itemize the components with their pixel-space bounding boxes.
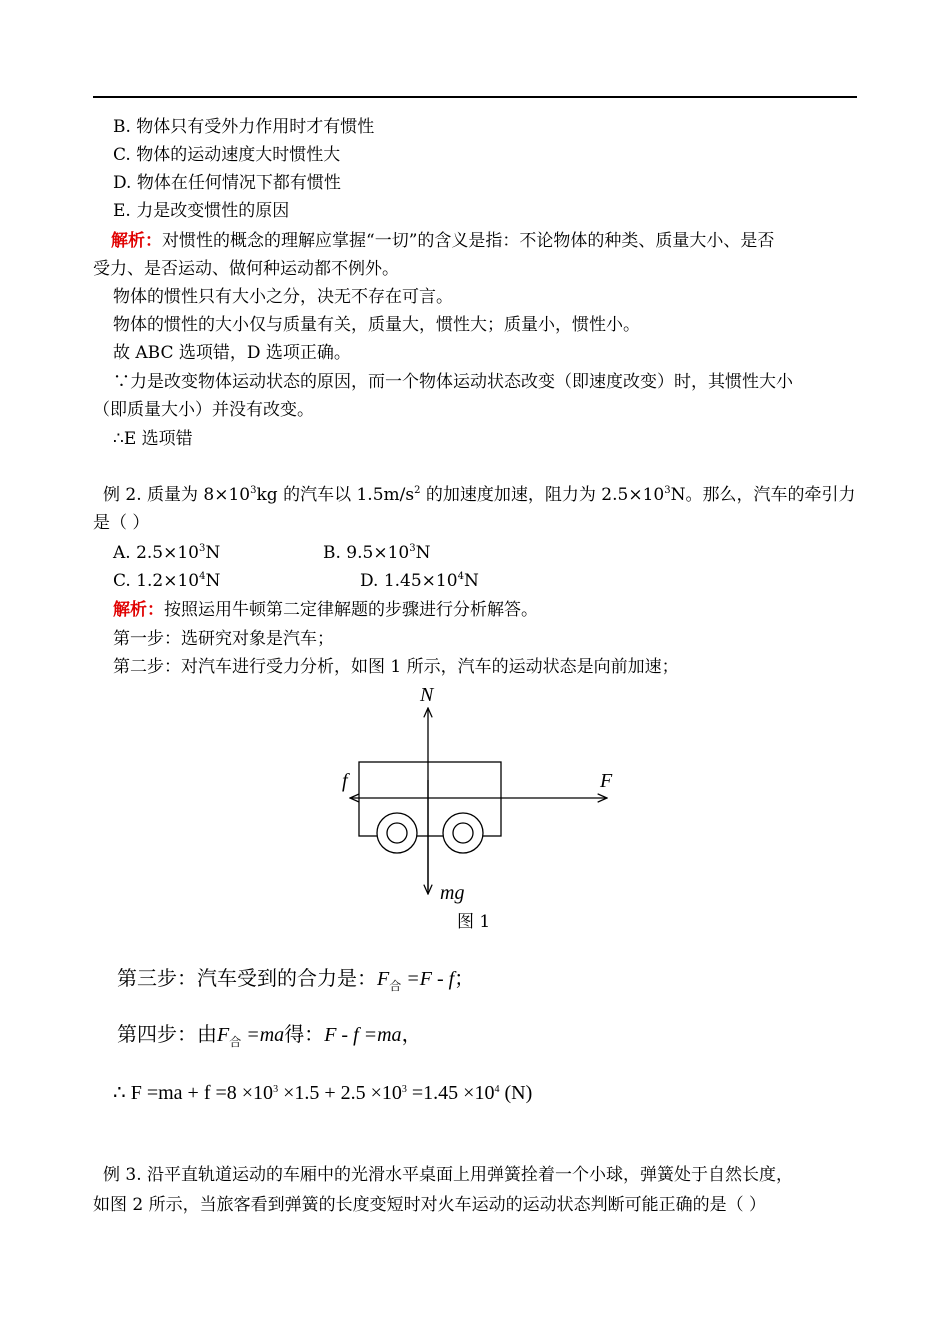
analysis1-p5b: （即质量大小）并没有改变。 <box>93 400 314 420</box>
example2-option-c: C. $1.2\times 10^4N$ <box>113 571 221 591</box>
option-c: C. 物体的运动速度大时惯性大 <box>113 145 341 165</box>
label-n: N <box>420 684 434 706</box>
figure-caption: 图 1 <box>457 912 491 930</box>
example2-step2: 第二步：对汽车进行受力分析，如图 1 所示，汽车的运动状态是向前加速； <box>113 657 679 677</box>
example3-line2: 如图 2 所示，当旅客看到弹簧的长度变短时对火车运动的运动状态判断可能正确的是（ ） <box>93 1195 767 1215</box>
example2-step1: 第一步：选研究对象是汽车； <box>113 629 334 649</box>
example2-question-line2: 是（ ） <box>93 513 150 533</box>
analysis-label: 解析： <box>113 600 164 620</box>
header-rule <box>93 96 857 98</box>
example2-question-line1: 例 2. 质量为 $8\times 10^3kg$ 的汽车以 $1.5m/s^2$ 的加速度加速，阻力为 $2.5\times 10^3N$。那么，汽车的牵引力 <box>103 485 856 505</box>
label-mg: mg <box>440 882 465 904</box>
label-big-f: F <box>600 770 613 792</box>
analysis1-line1 <box>111 230 774 252</box>
right-wheel <box>443 813 483 853</box>
example2-calculation: ∴ $F =ma + f =8 \times 10^3 \times 1.5 + 2.5 \times 10^3 =1.45 \times 10^4$ (N) <box>113 1082 533 1104</box>
example2-option-b: B. $9.5\times 10^3N$ <box>323 543 431 563</box>
analysis1-p6: ∴E 选项错 <box>113 429 193 449</box>
analysis1-p5a: ∵力是改变物体运动状态的原因，而一个物体运动状态改变（即速度改变）时，其惯性大小 <box>113 372 793 392</box>
analysis1-p3: 物体的惯性的大小仅与质量有关，质量大，惯性大；质量小，惯性小。 <box>113 315 640 335</box>
example2-option-d: D. $1.45\times 10^4N$ <box>360 571 479 591</box>
example3-line1: 例 3. 沿平直轨道运动的车厢中的光滑水平桌面上用弹簧拴着一个小球，弹簧处于自然长度， <box>103 1165 794 1185</box>
option-e: E. 力是改变惯性的原因 <box>113 201 290 221</box>
example2-step4: 第四步：由$F_合 =ma$得：F - f =ma， <box>117 1024 422 1049</box>
analysis1-p2: 物体的惯性只有大小之分，决无不存在可言。 <box>113 287 453 307</box>
analysis1-text1: 对惯性的概念的理解应掌握“一切”的含义是指：不论物体的种类、质量大小、是否 <box>162 231 775 251</box>
label-f: f <box>342 770 348 792</box>
left-wheel <box>377 813 417 853</box>
analysis-label: 解析： <box>111 231 162 251</box>
example2-option-a: A. $2.5\times 10^3N$ <box>113 543 221 563</box>
option-b: B. 物体只有受外力作用时才有惯性 <box>113 117 375 137</box>
example2-analysis: 解析：按照运用牛顿第二定律解题的步骤进行分析解答。 <box>113 600 538 620</box>
analysis1-line2: 受力、是否运动、做何种运动都不例外。 <box>93 259 399 279</box>
example2-step3: 第三步：汽车受到的合力是：$F_合 =F - f$； <box>117 968 475 993</box>
force-diagram-figure <box>330 680 630 930</box>
option-d: D. 物体在任何情况下都有惯性 <box>113 173 341 193</box>
analysis1-p4: 故 ABC 选项错，D 选项正确。 <box>113 343 351 363</box>
